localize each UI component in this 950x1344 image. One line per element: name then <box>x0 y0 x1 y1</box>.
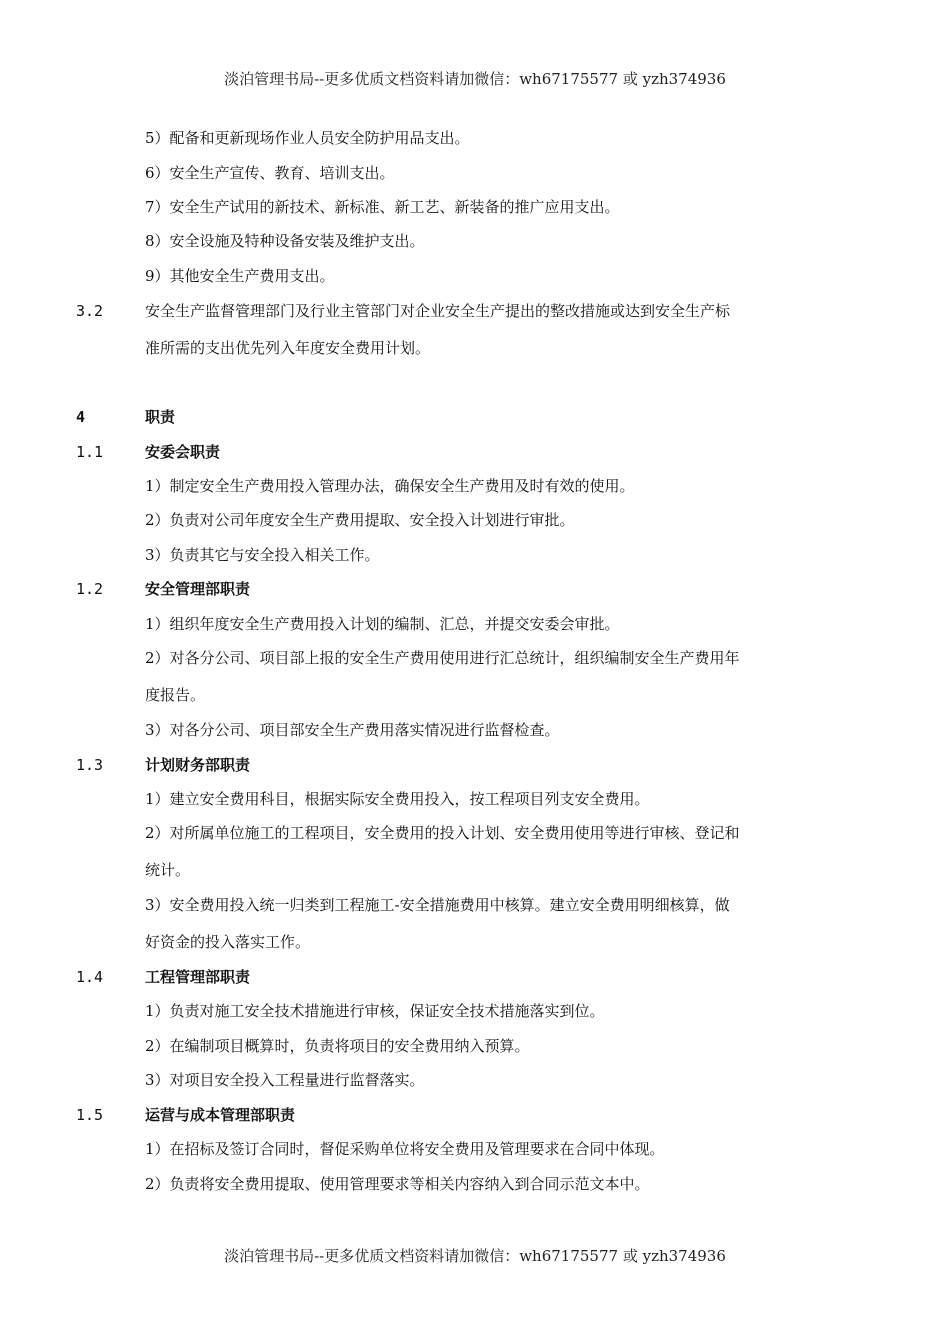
page-footer: 淡泊管理书局--更多优质文档资料请加微信：wh67175577 或 yzh374936 <box>224 1247 726 1265</box>
list-item: 1）在招标及签订合同时，督促采购单位将安全费用及管理要求在合同中体现。 <box>145 1140 665 1158</box>
section-title: 计划财务部职责 <box>145 756 251 774</box>
section-title: 职责 <box>145 408 176 426</box>
list-item: 2）负责将安全费用提取、使用管理要求等相关内容纳入到合同示范文本中。 <box>145 1175 650 1193</box>
list-item: 1）制定安全生产费用投入管理办法，确保安全生产费用及时有效的使用。 <box>145 477 635 495</box>
section-title: 安全管理部职责 <box>145 580 251 598</box>
list-item: 度报告。 <box>145 686 206 704</box>
list-item: 2）负责对公司年度安全生产费用提取、安全投入计划进行审批。 <box>145 511 575 529</box>
list-item: 3）对项目安全投入工程量进行监督落实。 <box>145 1071 425 1089</box>
list-item: 9）其他安全生产费用支出。 <box>145 267 335 285</box>
list-item: 3）负责其它与安全投入相关工作。 <box>145 546 380 564</box>
list-item: 3）安全费用投入统一归类到工程施工-安全措施费用中核算。建立安全费用明细核算，做 <box>145 896 730 914</box>
section-number: 1.2 <box>76 580 104 598</box>
section-title: 工程管理部职责 <box>145 968 251 986</box>
list-item: 3）对各分公司、项目部安全生产费用落实情况进行监督检查。 <box>145 721 560 739</box>
list-item: 7）安全生产试用的新技术、新标准、新工艺、新装备的推广应用支出。 <box>145 198 620 216</box>
list-item: 2）对各分公司、项目部上报的安全生产费用使用进行汇总统计，组织编制安全生产费用年 <box>145 649 740 667</box>
list-item: 好资金的投入落实工作。 <box>145 933 311 951</box>
list-item: 5）配备和更新现场作业人员安全防护用品支出。 <box>145 129 470 147</box>
page-header: 淡泊管理书局--更多优质文档资料请加微信：wh67175577 或 yzh374936 <box>224 70 726 88</box>
list-item: 8）安全设施及特种设备安装及维护支出。 <box>145 232 425 250</box>
list-item: 1）建立安全费用科目，根据实际安全费用投入，按工程项目列支安全费用。 <box>145 790 650 808</box>
list-item: 6）安全生产宣传、教育、培训支出。 <box>145 164 395 182</box>
list-item: 1）负责对施工安全技术措施进行审核，保证安全技术措施落实到位。 <box>145 1002 605 1020</box>
paragraph-line: 准所需的支出优先列入年度安全费用计划。 <box>145 339 431 357</box>
section-title: 运营与成本管理部职责 <box>145 1106 296 1124</box>
section-number: 4 <box>76 408 86 426</box>
section-number: 1.1 <box>76 443 104 461</box>
list-item: 统计。 <box>145 861 191 879</box>
section-number: 1.4 <box>76 968 104 986</box>
list-item: 1）组织年度安全生产费用投入计划的编制、汇总，并提交安委会审批。 <box>145 615 620 633</box>
section-number: 1.3 <box>76 756 104 774</box>
list-item: 2）对所属单位施工的工程项目，安全费用的投入计划、安全费用使用等进行审核、登记和 <box>145 824 740 842</box>
list-item: 2）在编制项目概算时，负责将项目的安全费用纳入预算。 <box>145 1037 530 1055</box>
paragraph-line: 安全生产监督管理部门及行业主管部门对企业安全生产提出的整改措施或达到安全生产标 <box>145 302 731 320</box>
section-title: 安委会职责 <box>145 443 221 461</box>
section-number: 1.5 <box>76 1106 104 1124</box>
section-number: 3.2 <box>76 302 104 320</box>
